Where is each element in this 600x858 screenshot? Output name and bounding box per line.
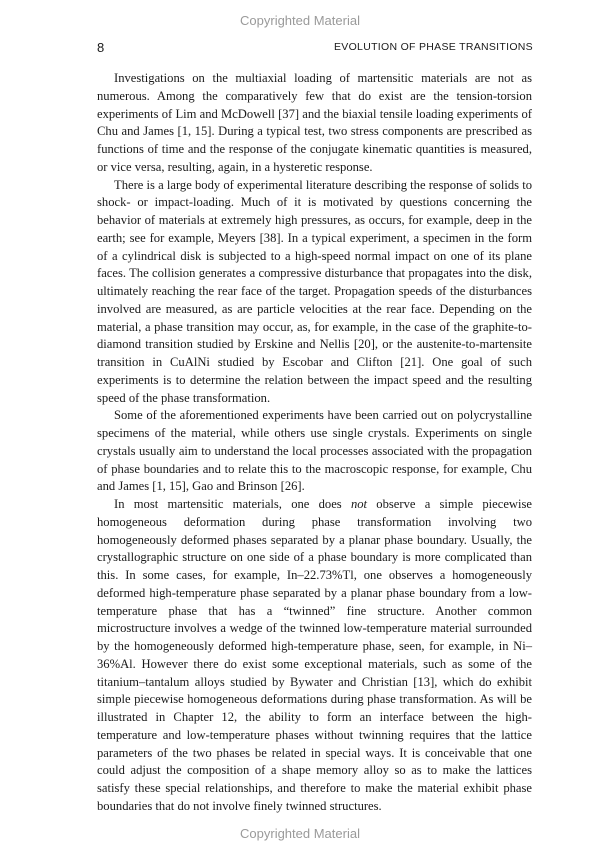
paragraph-4-emphasis: not <box>350 497 368 511</box>
copyright-watermark-top: Copyrighted Material <box>240 13 360 28</box>
paragraph-4 <box>97 496 532 816</box>
page-header <box>97 40 533 56</box>
body-text <box>97 70 532 816</box>
page-number: 8 <box>97 40 105 55</box>
paragraph-4-start: In most martensitic materials, one does <box>114 497 351 511</box>
copyright-watermark-bottom: Copyrighted Material <box>240 826 360 841</box>
paragraph-3: Some of the aforementioned experiments have been carried out on polycrystalline specimens of the material, while others use single crystals. Experiments on single crystals usually aim to understand the local processes associated with the propagation of phase boundaries and to relate this to the macroscopic response, for example, Chu and James [1, 15], Gao and Brinson [26]. <box>97 408 532 494</box>
paragraph-1: Investigations on the multiaxial loading of martensitic materials are not as numerous. Among the comparatively few that do exist are the tension-torsion experiments of Lim and McDowell [37] and the biaxial tensile loading experiments of Chu and James [1, 15]. During a typical test, two stress components are prescribed as functions of time and the response of the conjugate kinematic quantities is measured, or vice versa, resulting, again, in a hysteretic response. <box>97 71 532 174</box>
running-head: EVOLUTION OF PHASE TRANSITIONS <box>333 41 533 53</box>
paragraph-4-rest: observe a simple piecewise homogeneous deformation during phase transformation involving two homogeneously deformed phases separated by a planar phase boundary. Usually, the crystallographic structure on one side of a phase boundary is more complicated than this. In some cases, for example, In–22.73%Tl, one observes a homogeneously deformed high-temperature phase separated by a planar phase boundary from a low-temperature phase that has a “twinned” fine structure. Another common microstructure involves a wedge of the twinned low-temperature material surrounded by the homogeneously deformed high-temperature phase, seen, for example, in Ni–36%Al. However there do exist some exceptional materials, such as some of the titanium–tantalum alloys studied by Bywater and Christian [13], which do exhibit simple piecewise homogeneous deformations during phase transformation. As will be illustrated in Chapter 12, the ability to form an interface between the high-temperature and low-temperature phases without twinning requires that the lattice parameters of the two phases be related in special ways. It is conceivable that one could adjust the composition of a shape memory alloy so as to make the lattices satisfy these special relationships, and therefore to make the material exhibit phase boundaries that do not involve finely twinned structures. <box>97 497 532 813</box>
paragraph-2: There is a large body of experimental literature describing the response of solids to shock- or impact-loading. Much of it is motivated by questions concerning the behavior of materials at extremely high pressures, as occurs, for example, deep in the earth; see for example, Meyers [38]. In a typical experiment, a specimen in the form of a cylindrical disk is subjected to a high-speed normal impact on one of its plane faces. The collision generates a compressive disturbance that propagates into the disk, ultimately reaching the rear face of the target. Propagation speeds of the disturbances involved are measured, as are particle velocities at the rear face. Depending on the material, a phase transition may occur, as, for example, in the case of the graphite-to-diamond transition studied by Erskine and Nellis [20], or the austenite-to-martensite transition in CuAlNi studied by Escobar and Clifton [21]. One goal of such experiments is to determine the relation between the impact speed and the resulting speed of the phase transformation. <box>97 177 532 405</box>
